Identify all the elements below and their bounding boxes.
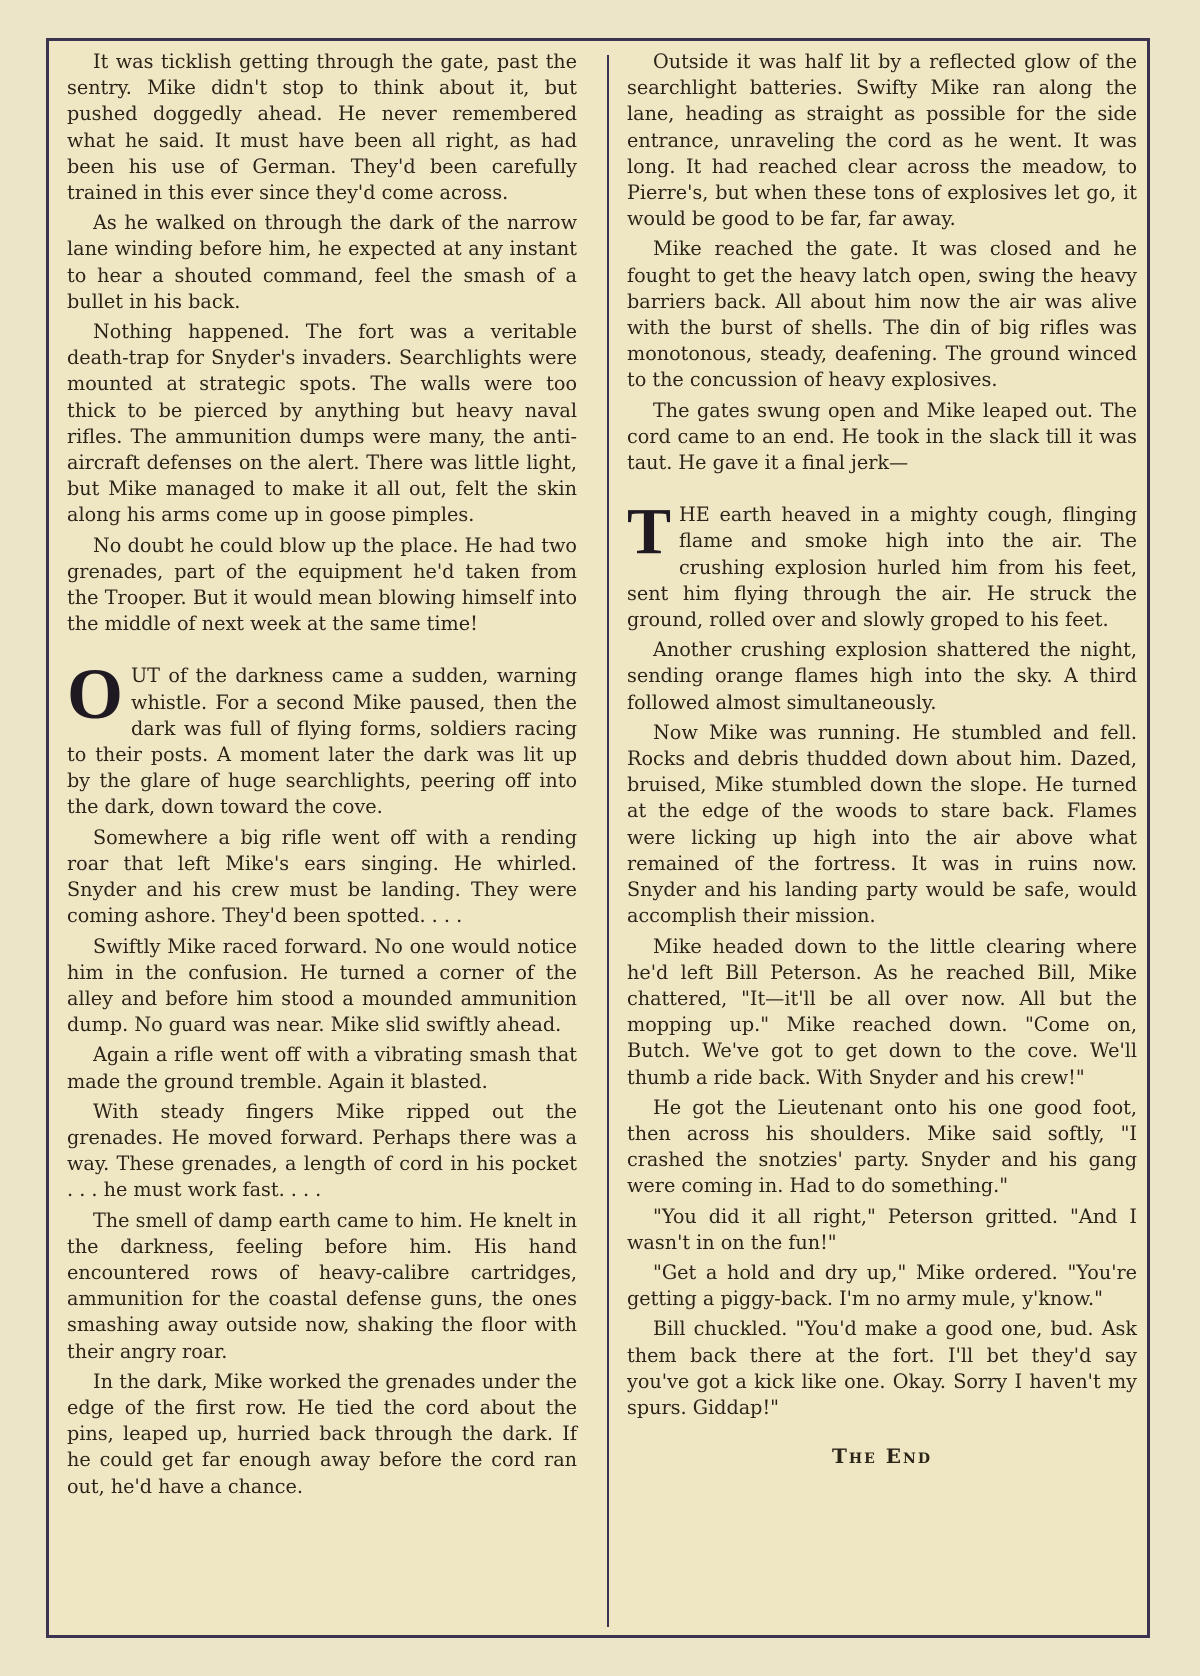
paragraph: Swiftly Mike raced forward. No one would notice him in the confusion. He turned a corner of the alley and before him stood a mounded ammunition dump. No guard was near. Mike slid swiftly ahead. bbox=[67, 934, 577, 1037]
drop-cap: O bbox=[67, 654, 124, 735]
paragraph: Somewhere a big rifle went off with a rending roar that left Mike's ears singing. He whirled. Snyder and his crew must be landing. They were coming ashore. They'd been spotted. . . . bbox=[67, 825, 577, 928]
paragraph: With steady fingers Mike ripped out the grenades. He moved forward. Perhaps there was a way. These grenades, a length of cord in his pocket . . . he must work fast. . . . bbox=[67, 1099, 577, 1202]
paragraph: Mike reached the gate. It was closed and he fought to get the heavy latch open, swing the heavy barriers back. All about him now the air was alive with the burst of shells. The din of big rifles was monotonous, steady, deafening. The ground winced to the concussion of heavy explosives. bbox=[627, 237, 1137, 392]
the-end-mark: The End bbox=[832, 1444, 932, 1469]
paragraph: Bill chuckled. "You'd make a good one, bud. Ask them back there at the fort. I'll bet they'd say you've got a kick like one. Okay. Sorry I haven't my spurs. Giddap!" bbox=[627, 1317, 1137, 1419]
paragraph: Mike headed down to the little clearing where he'd left Bill Peterson. As he reached Bill, Mike chattered, "It—it'll be all over now. All but the mopping up." Mike reached down. "Come on, Butch. We've got to get down to the cove. We'll thumb a ride back. With Snyder and his crew!" bbox=[627, 934, 1137, 1089]
paragraph: No doubt he could blow up the place. He had two grenades, part of the equipment he'd taken from the Trooper. But it would mean blowing himself into the middle of next week at the same time! bbox=[67, 533, 577, 636]
paragraph-text: UT of the darkness came a sudden, warning whistle. For a second Mike paused, then the dark was full of flying forms, soldiers racing to their posts. A moment later the dark was lit up by the glare of huge searchlights, peering off into the dark, down toward the cove. bbox=[67, 664, 577, 819]
paragraph-text: HE earth heaved in a mighty cough, flinging flame and smoke high into the air. The crushing explosion hurled him from his feet, sent him flying through the air. He struck the ground, rolled over and slowly groped to his feet. bbox=[627, 503, 1137, 632]
paragraph: Outside it was half lit by a reflected glow of the searchlight batteries. Swifty Mike ran along the lane, heading as straight as possible for the side entrance, unraveling the cord as he went. It was long. It had reached clear across the meadow, to Pierre's, but when these tons of explosives let go, it would be good to be far, far away. bbox=[627, 50, 1137, 231]
column-divider bbox=[607, 55, 609, 1627]
paragraph: Nothing happened. The fort was a veritable death-trap for Snyder's invaders. Searchlights were mounted at strategic spots. The walls were too thick to be pierced by anything but heavy naval rifles. The ammunition dumps were many, the anti-aircraft defenses on the alert. There was little light, but Mike managed to make it all out, felt the skin along his arms come up in goose pimples. bbox=[67, 320, 577, 527]
paragraph: The gates swung open and Mike leaped out. The cord came to an end. He took in the slack till it was taut. He gave it a final jerk— bbox=[627, 398, 1137, 475]
paragraph: It was ticklish getting through the gate, past the sentry. Mike didn't stop to think about it, but pushed doggedly ahead. He never remembered what he said. It must have been all right, as had been his use of German. They'd been carefully trained in this ever since they'd come across. bbox=[67, 50, 577, 205]
paragraph: Again a rifle went off with a vibrating smash that made the ground tremble. Again it blasted. bbox=[67, 1043, 577, 1093]
left-column bbox=[67, 49, 577, 1504]
section-break-paragraph bbox=[67, 654, 577, 820]
paragraph: As he walked on through the dark of the narrow lane winding before him, he expected at any instant to hear a shouted command, feel the smash of a bullet in his back. bbox=[67, 211, 577, 313]
paragraph: "You did it all right," Peterson gritted. "And I wasn't in on the fun!" bbox=[627, 1204, 1137, 1254]
section-break-paragraph bbox=[627, 495, 1137, 633]
paragraph: "Get a hold and dry up," Mike ordered. "You're getting a piggy-back. I'm no army mule, y'know." bbox=[627, 1260, 1137, 1311]
story-frame bbox=[46, 38, 1150, 1638]
paragraph: The smell of damp earth came to him. He knelt in the darkness, feeling before him. His hand encountered rows of heavy-calibre cartridges, ammunition for the coastal defense guns, the ones smashing away outside now, shaking the floor with their angry roar. bbox=[67, 1208, 577, 1363]
paragraph: In the dark, Mike worked the grenades under the edge of the first row. He tied the cord about the pins, leaped up, hurried back through the dark. If he could get far enough away before the cord ran out, he'd have a chance. bbox=[67, 1369, 577, 1498]
paragraph: Another crushing explosion shattered the night, sending orange flames high into the sky. A third followed almost simultaneously. bbox=[627, 638, 1137, 714]
paragraph: Now Mike was running. He stumbled and fell. Rocks and debris thudded down about him. Dazed, bruised, Mike stumbled down the slope. He turned at the edge of the woods to stare back. Flames were licking up high into the air above what remained of the fortress. It was in ruins now. Snyder and his landing party would be safe, would accomplish their mission. bbox=[627, 720, 1137, 928]
paragraph: He got the Lieutenant onto his one good foot, then across his shoulders. Mike said softly, "I crashed the snotzies' party. Snyder and his gang were coming in. Had to do something." bbox=[627, 1095, 1137, 1198]
right-column bbox=[627, 49, 1137, 1473]
drop-cap: T bbox=[627, 495, 672, 569]
